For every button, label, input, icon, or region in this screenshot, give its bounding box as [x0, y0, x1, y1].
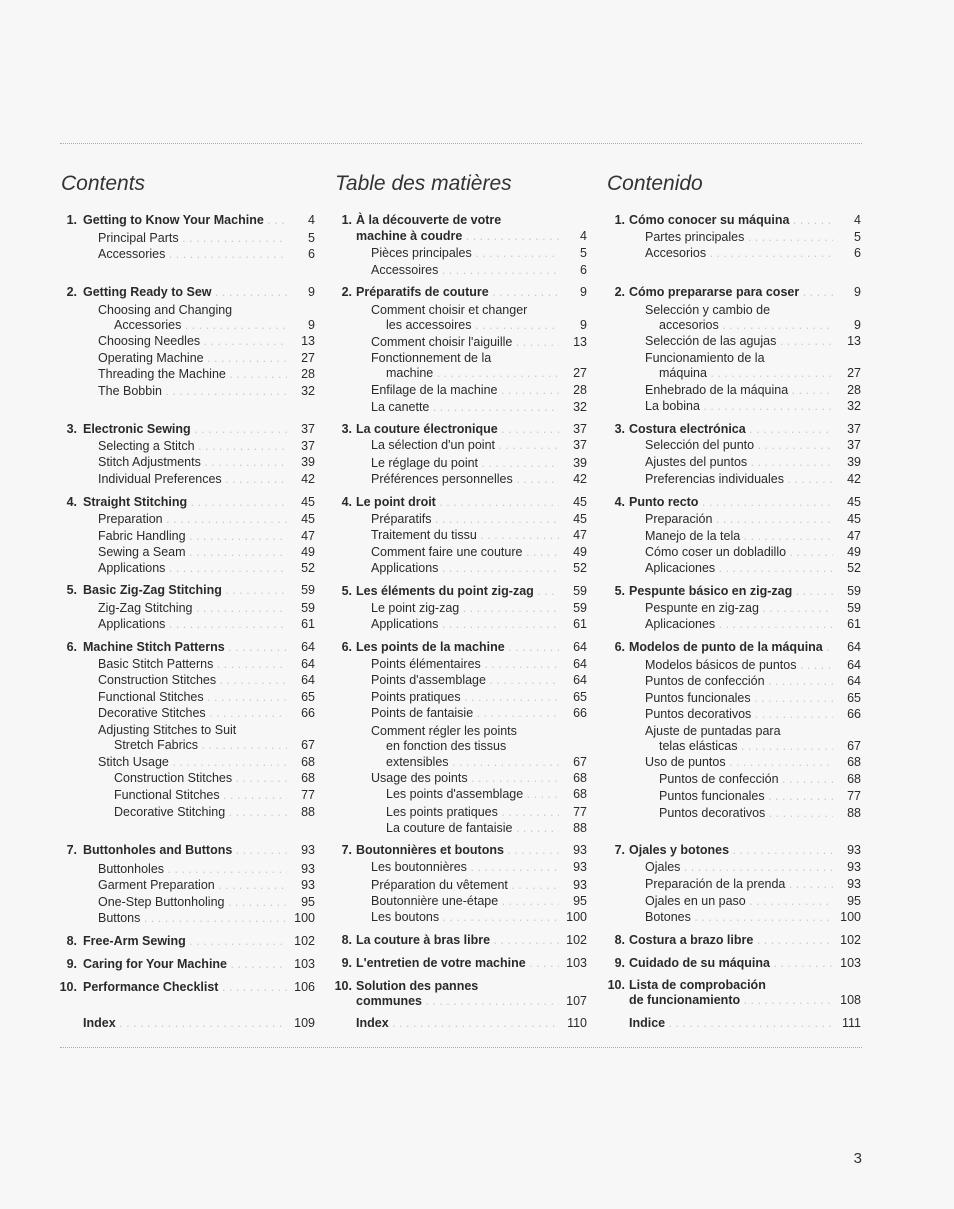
toc-entry-label: Puntos decorativos . . .: [659, 805, 833, 821]
toc-entry-label: Adjusting Stitches to Suit: [98, 723, 237, 737]
toc-page-number: 9: [854, 285, 861, 299]
toc-page-number: 93: [847, 860, 861, 874]
toc-page-number: 65: [847, 691, 861, 705]
toc-entry-label: Cómo coser un dobladillo . . .: [645, 544, 833, 560]
toc-entry-label: Le point zig-zag . . .: [371, 600, 559, 616]
toc-entry-label: Functional Stitches . . .: [98, 689, 287, 705]
toc-page-number: 102: [566, 933, 587, 947]
toc-page-number: 49: [847, 545, 861, 559]
toc-section-number: 6.: [66, 640, 77, 654]
toc-page-number: 59: [301, 583, 315, 597]
toc-entry-label: Selección y cambio de: [645, 303, 771, 317]
toc-entry-label: les accessoires . . .: [386, 317, 559, 333]
toc-page-number: 64: [847, 658, 861, 672]
toc-entry-label: Buttons . . .: [98, 910, 287, 926]
toc-page-number: 67: [573, 755, 587, 769]
toc-section-number: 5.: [614, 584, 625, 598]
toc-entry-label: Pespunte en zig-zag . . .: [645, 600, 833, 616]
toc-section-number: 4.: [66, 495, 77, 509]
toc-page-number: 100: [566, 910, 587, 924]
toc-entry-label: Comment choisir l'aiguille . . .: [371, 334, 559, 350]
toc-page-number: 61: [847, 617, 861, 631]
toc-page-number: 37: [573, 422, 587, 436]
toc-page-number: 93: [573, 878, 587, 892]
toc-entry-label: Les points de la machine . . .: [356, 639, 559, 655]
toc-page-number: 102: [294, 934, 315, 948]
toc-page-number: 32: [573, 400, 587, 414]
toc-entry-label: Choosing and Changing: [98, 303, 233, 317]
toc-entry-label: Puntos de confección . . .: [659, 771, 833, 787]
toc-section-number: 5.: [341, 584, 352, 598]
toc-entry-label: Aplicaciones . . .: [645, 560, 833, 576]
toc-entry-label: Puntos decorativos . . .: [645, 706, 833, 722]
toc-entry-label: Machine Stitch Patterns . . .: [83, 639, 287, 655]
toc-page-number: 37: [847, 422, 861, 436]
toc-section-number: 9.: [341, 956, 352, 970]
toc-page-number: 45: [573, 512, 587, 526]
toc-page-number: 5: [308, 231, 315, 245]
toc-page-number: 61: [573, 617, 587, 631]
toc-page-number: 77: [301, 788, 315, 802]
toc-page-number: 67: [301, 738, 315, 752]
toc-entry-label: Modelos de punto de la máquina . . .: [629, 639, 833, 655]
toc-page-number: 47: [573, 528, 587, 542]
toc-entry-label: Costura electrónica . . .: [629, 421, 833, 437]
toc-entry-label: Selección de las agujas . . .: [645, 333, 833, 349]
toc-entry-label: Caring for Your Machine . . .: [83, 956, 287, 972]
toc-entry-label: La couture de fantaisie . . .: [386, 820, 559, 836]
toc-entry-label: Stretch Fabrics . . .: [114, 737, 287, 753]
toc-page-number: 100: [294, 911, 315, 925]
toc-page-number: 68: [847, 772, 861, 786]
toc-page-number: 39: [301, 455, 315, 469]
toc-entry-label: La bobina . . .: [645, 398, 833, 414]
toc-entry-label: Fonctionnement de la: [371, 351, 492, 365]
toc-entry-label: Préférences personnelles . . .: [371, 471, 559, 487]
bottom-rule: [60, 1047, 862, 1048]
toc-page-number: 66: [847, 707, 861, 721]
toc-entry-label: Straight Stitching . . .: [83, 494, 287, 510]
toc-entry-label: Aplicaciones . . .: [645, 616, 833, 632]
toc-page-number: 93: [573, 860, 587, 874]
toc-page-number: 68: [573, 771, 587, 785]
toc-page-number: 4: [580, 229, 587, 243]
toc-entry-label: Basic Stitch Patterns . . .: [98, 656, 287, 672]
toc-page-number: 42: [301, 472, 315, 486]
toc-page-number: 47: [301, 529, 315, 543]
toc-page-number: 47: [847, 529, 861, 543]
toc-page-number: 13: [301, 334, 315, 348]
toc-page-number: 93: [847, 843, 861, 857]
toc-entry-label: Puntos funcionales . . .: [645, 690, 833, 706]
toc-page-number: 49: [301, 545, 315, 559]
column-title: Contenido: [607, 172, 703, 195]
toc-entry-label: Ojales . . .: [645, 859, 833, 875]
toc-entry-label: Preparación de la prenda . . .: [645, 876, 833, 892]
toc-entry-label: Stitch Usage . . .: [98, 754, 287, 770]
toc-entry-label: machine . . .: [386, 365, 559, 381]
toc-entry-label: machine à coudre . . .: [356, 228, 559, 244]
toc-page-number: 45: [301, 495, 315, 509]
toc-entry-label: Construction Stitches . . .: [98, 672, 287, 688]
toc-entry-label: Points pratiques . . .: [371, 689, 559, 705]
toc-page-number: 59: [573, 601, 587, 615]
toc-entry-label: Cómo prepararse para coser . . .: [629, 284, 833, 300]
toc-entry-label: extensibles . . .: [386, 754, 559, 770]
toc-entry-label: La couture électronique . . .: [356, 421, 559, 437]
toc-entry-label: Decorative Stitches . . .: [98, 705, 287, 721]
toc-page-number: 64: [847, 674, 861, 688]
toc-section-number: 1.: [66, 213, 77, 227]
toc-entry-label: Applications . . .: [371, 616, 559, 632]
toc-page-number: 68: [301, 771, 315, 785]
toc-entry-label: Les éléments du point zig-zag . . .: [356, 583, 559, 599]
toc-page-number: 27: [573, 366, 587, 380]
toc-entry-label: Points de fantaisie . . .: [371, 705, 559, 721]
toc-entry-label: Punto recto . . .: [629, 494, 833, 510]
toc-page-number: 49: [573, 545, 587, 559]
toc-entry-label: Les boutonnières . . .: [371, 859, 559, 875]
toc-page-number: 42: [847, 472, 861, 486]
toc-entry-label: Solution des pannes: [356, 979, 479, 993]
toc-entry-label: Decorative Stitching . . .: [114, 804, 287, 820]
toc-page-number: 64: [573, 673, 587, 687]
toc-entry-label: Enhebrado de la máquina . . .: [645, 382, 833, 398]
toc-page-number: 32: [301, 384, 315, 398]
toc-entry-label: Performance Checklist . . .: [83, 979, 287, 995]
toc-page-number: 59: [847, 601, 861, 615]
toc-page-number: 64: [301, 673, 315, 687]
toc-page-number: 37: [573, 438, 587, 452]
toc-entry-label: Getting Ready to Sew . . .: [83, 284, 287, 300]
toc-page-number: 111: [841, 1016, 861, 1030]
toc-entry-label: Partes principales . . .: [645, 229, 833, 245]
toc-section-number: 10.: [334, 979, 352, 993]
toc-entry-label: Applications . . .: [98, 560, 287, 576]
toc-section-number: 4.: [341, 495, 352, 509]
toc-entry-label: Sewing a Seam . . .: [98, 544, 287, 560]
toc-page-number: 28: [847, 383, 861, 397]
toc-page-number: 52: [573, 561, 587, 575]
toc-entry-label: Modelos básicos de puntos . . .: [645, 657, 833, 673]
toc-page-number: 5: [580, 246, 587, 260]
toc-section-number: 5.: [66, 583, 77, 597]
toc-page-number: 68: [301, 755, 315, 769]
toc-entry-label: communes . . .: [356, 993, 559, 1009]
toc-page-number: 88: [301, 805, 315, 819]
toc-entry-label: One-Step Buttonholing . . .: [98, 894, 287, 910]
toc-entry-label: Comment choisir et changer: [371, 303, 528, 317]
toc-entry-label: Basic Zig-Zag Stitching . . .: [83, 582, 287, 598]
toc-entry-label: Préparatifs de couture . . .: [356, 284, 559, 300]
toc-page-number: 95: [847, 894, 861, 908]
toc-page-number: 4: [854, 213, 861, 227]
toc-entry-label: The Bobbin . . .: [98, 383, 287, 399]
toc-page-number: 65: [301, 690, 315, 704]
toc-page-number: 93: [847, 877, 861, 891]
toc-page-number: 59: [847, 584, 861, 598]
toc-entry-label: Usage des points . . .: [371, 770, 559, 786]
toc-entry-label: Ajustes del puntos . . .: [645, 454, 833, 470]
toc-entry-label: Boutonnières et boutons . . .: [356, 842, 559, 858]
toc-entry-label: Accessoires . . .: [371, 262, 559, 278]
toc-entry-label: Buttonholes . . .: [98, 861, 287, 877]
toc-entry-label: Traitement du tissu . . .: [371, 527, 559, 543]
toc-section-number: 3.: [341, 422, 352, 436]
toc-entry-label: Pièces principales . . .: [371, 245, 559, 261]
toc-page-number: 45: [573, 495, 587, 509]
toc-page-number: 102: [840, 933, 861, 947]
toc-page-number: 110: [567, 1016, 587, 1030]
toc-section-number: 2.: [614, 285, 625, 299]
toc-page-number: 107: [566, 994, 587, 1008]
toc-entry-label: Ajuste de puntadas para: [645, 724, 781, 738]
toc-section-number: 9.: [614, 956, 625, 970]
toc-entry-label: Selecting a Stitch . . .: [98, 438, 287, 454]
toc-page-number: 77: [847, 789, 861, 803]
toc-page-number: 39: [573, 456, 587, 470]
toc-page-number: 64: [301, 657, 315, 671]
toc-entry-label: Principal Parts . . .: [98, 230, 287, 246]
toc-entry-label: Botones . . .: [645, 909, 833, 925]
toc-entry-label: Applications . . .: [371, 560, 559, 576]
column-title: Table des matières: [335, 172, 512, 195]
toc-entry-label: Points d'assemblage . . .: [371, 672, 559, 688]
toc-entry-label: Zig-Zag Stitching . . .: [98, 600, 287, 616]
toc-page-number: 52: [847, 561, 861, 575]
toc-page-number: 32: [847, 399, 861, 413]
toc-page-number: 64: [573, 657, 587, 671]
toc-entry-label: Individual Preferences . . .: [98, 471, 287, 487]
toc-entry-label: La couture à bras libre . . .: [356, 932, 559, 948]
toc-entry-label: Les boutons . . .: [371, 909, 559, 925]
toc-entry-label: À la découverte de votre: [356, 213, 502, 227]
toc-entry-label: telas elásticas . . .: [659, 738, 833, 754]
toc-page-number: 93: [573, 843, 587, 857]
toc-page-number: 59: [573, 584, 587, 598]
toc-entry-label: Stitch Adjustments . . .: [98, 454, 287, 470]
toc-page-number: 37: [301, 439, 315, 453]
toc-entry-label: máquina . . .: [659, 365, 833, 381]
toc-section-number: 10.: [59, 980, 77, 994]
toc-page-number: 65: [573, 690, 587, 704]
toc-page-number: 103: [294, 957, 315, 971]
toc-entry-label: Operating Machine . . .: [98, 350, 287, 366]
toc-entry-label: L'entretien de votre machine . . .: [356, 955, 559, 971]
toc-entry-label: Ojales y botones . . .: [629, 842, 833, 858]
toc-entry-label: Les points d'assemblage . . .: [386, 786, 559, 802]
toc-page-number: 9: [854, 318, 861, 332]
toc-page-number: 52: [301, 561, 315, 575]
toc-page-number: 67: [847, 739, 861, 753]
toc-page-number: 64: [301, 640, 315, 654]
toc-page-number: 93: [301, 862, 315, 876]
toc-section-number: 8.: [66, 934, 77, 948]
toc-page-number: 95: [573, 894, 587, 908]
toc-page-number: 59: [301, 601, 315, 615]
toc-entry-label: Points élémentaires . . .: [371, 656, 559, 672]
toc-entry-label: Puntos funcionales . . .: [659, 788, 833, 804]
toc-page-number: 66: [573, 706, 587, 720]
toc-page-number: 108: [840, 993, 861, 1007]
toc-page-number: 61: [301, 617, 315, 631]
toc-entry-label: de funcionamiento . . .: [629, 992, 833, 1008]
toc-entry-label: Boutonnière une-étape . . .: [371, 893, 559, 909]
toc-page-number: 37: [847, 438, 861, 452]
toc-page-number: 13: [573, 335, 587, 349]
toc-page-number: 64: [573, 640, 587, 654]
toc-section-number: 1.: [341, 213, 352, 227]
toc-section-number: 7.: [341, 843, 352, 857]
toc-section-number: 4.: [614, 495, 625, 509]
toc-entry-label: Accesorios . . .: [645, 245, 833, 261]
toc-page-number: 93: [301, 843, 315, 857]
toc-entry-label: Applications . . .: [98, 616, 287, 632]
toc-page-number: 45: [301, 512, 315, 526]
toc-section-number: 7.: [614, 843, 625, 857]
toc-entry-label: Accessories . . .: [98, 246, 287, 262]
toc-entry-label: Functional Stitches . . .: [114, 787, 287, 803]
toc-section-number: 1.: [614, 213, 625, 227]
page-number: 3: [853, 1150, 862, 1167]
toc-page-number: 4: [308, 213, 315, 227]
toc-page-number: 37: [301, 422, 315, 436]
toc-page-number: 45: [847, 512, 861, 526]
toc-entry-label: Le réglage du point . . .: [371, 455, 559, 471]
toc-section-number: 3.: [66, 422, 77, 436]
toc-page-number: 42: [573, 472, 587, 486]
toc-page-number: 39: [847, 455, 861, 469]
toc-page-number: 109: [294, 1016, 315, 1030]
toc-entry-label: Index . . .: [83, 1015, 287, 1031]
toc-page-number: 28: [573, 383, 587, 397]
toc-entry-label: Choosing Needles . . .: [98, 333, 287, 349]
toc-page-number: 27: [301, 351, 315, 365]
toc-page-number: 9: [308, 285, 315, 299]
toc-entry-label: Free-Arm Sewing . . .: [83, 933, 287, 949]
toc-page-number: 27: [847, 366, 861, 380]
toc-page-number: 93: [301, 878, 315, 892]
toc-entry-label: La sélection d'un point . . .: [371, 437, 559, 453]
toc-page-number: 66: [301, 706, 315, 720]
toc-page-number: 100: [840, 910, 861, 924]
toc-page-number: 13: [847, 334, 861, 348]
toc-entry-label: Fabric Handling . . .: [98, 528, 287, 544]
toc-entry-label: Garment Preparation . . .: [98, 877, 287, 893]
toc-section-number: 3.: [614, 422, 625, 436]
toc-entry-label: Selección del punto . . .: [645, 437, 833, 453]
toc-entry-label: Getting to Know Your Machine . . .: [83, 212, 287, 228]
toc-page-number: 106: [294, 980, 315, 994]
toc-entry-label: accesorios . . .: [659, 317, 833, 333]
toc-page-number: 9: [580, 318, 587, 332]
toc-page-number: 103: [840, 956, 861, 970]
toc-page-number: 45: [847, 495, 861, 509]
toc-entry-label: Préparatifs . . .: [371, 511, 559, 527]
toc-section-number: 9.: [66, 957, 77, 971]
toc-page-number: 6: [580, 263, 587, 277]
toc-entry-label: Comment faire une couture . . .: [371, 544, 559, 560]
toc-entry-label: Cómo conocer su máquina . . .: [629, 212, 833, 228]
toc-page-number: 77: [573, 805, 587, 819]
toc-page-number: 9: [580, 285, 587, 299]
toc-entry-label: Preparación . . .: [645, 511, 833, 527]
toc-page-number: 88: [847, 806, 861, 820]
toc-entry-label: Le point droit . . .: [356, 494, 559, 510]
toc-entry-label: Threading the Machine . . .: [98, 366, 287, 382]
toc-page-number: 68: [847, 755, 861, 769]
toc-entry-label: Indice . . .: [629, 1015, 833, 1031]
toc-section-number: 10.: [607, 978, 625, 992]
top-rule: [60, 143, 862, 144]
toc-section-number: 6.: [341, 640, 352, 654]
toc-entry-label: Uso de puntos . . .: [645, 754, 833, 770]
toc-entry-label: Lista de comprobación: [629, 978, 766, 992]
toc-page-number: 64: [847, 640, 861, 654]
toc-section-number: 8.: [341, 933, 352, 947]
toc-page-number: 88: [573, 821, 587, 835]
toc-entry-label: Funcionamiento de la: [645, 351, 765, 365]
toc-entry-label: Enfilage de la machine . . .: [371, 382, 559, 398]
toc-page-number: 9: [308, 318, 315, 332]
toc-section-number: 2.: [341, 285, 352, 299]
toc-entry-label: Préparation du vêtement . . .: [371, 877, 559, 893]
toc-page-number: 28: [301, 367, 315, 381]
toc-entry-label: Preferencias individuales . . .: [645, 471, 833, 487]
toc-entry-label: en fonction des tissus: [386, 739, 507, 753]
toc-section-number: 6.: [614, 640, 625, 654]
toc-page-number: 6: [854, 246, 861, 260]
toc-entry-label: Ojales en un paso . . .: [645, 893, 833, 909]
toc-entry-label: Accessories . . .: [114, 317, 287, 333]
toc-page-number: 95: [301, 895, 315, 909]
toc-entry-label: Costura a brazo libre . . .: [629, 932, 833, 948]
toc-page-number: 5: [854, 230, 861, 244]
toc-page-number: 103: [566, 956, 587, 970]
toc-page-number: 6: [308, 247, 315, 261]
toc-entry-label: Les points pratiques . . .: [386, 804, 559, 820]
column-title: Contents: [61, 172, 146, 195]
toc-entry-label: Construction Stitches . . .: [114, 770, 287, 786]
toc-section-number: 7.: [66, 843, 77, 857]
toc-entry-label: Manejo de la tela . . .: [645, 528, 833, 544]
toc-page-number: 68: [573, 787, 587, 801]
toc-entry-label: Comment régler les points: [371, 724, 517, 738]
toc-entry-label: Puntos de confección . . .: [645, 673, 833, 689]
toc-entry-label: Index . . .: [356, 1015, 559, 1031]
toc-entry-label: Pespunte básico en zig-zag . . .: [629, 583, 833, 599]
toc-entry-label: Electronic Sewing . . .: [83, 421, 287, 437]
toc-entry-label: Cuidado de su máquina . . .: [629, 955, 833, 971]
toc-section-number: 2.: [66, 285, 77, 299]
toc-entry-label: La canette . . .: [371, 399, 559, 415]
toc-section-number: 8.: [614, 933, 625, 947]
toc-entry-label: Preparation . . .: [98, 511, 287, 527]
toc-entry-label: Buttonholes and Buttons . . .: [83, 842, 287, 858]
